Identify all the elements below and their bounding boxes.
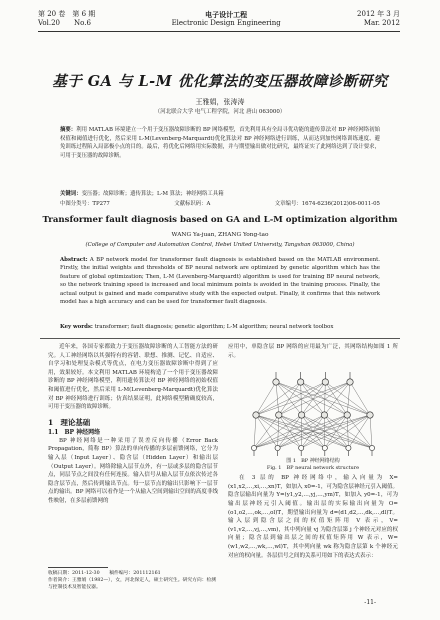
hidden-node <box>321 412 327 418</box>
connection-line <box>254 415 347 448</box>
abstract-divider <box>40 338 400 339</box>
paper-title-cn: 基于 GA 与 L-M 优化算法的变压器故障诊断研究 <box>52 73 388 90</box>
connection-line <box>256 382 350 415</box>
connection-line <box>348 415 370 448</box>
connection-line <box>278 415 325 448</box>
connection-line <box>301 415 324 448</box>
authors-en: WANG Ya-juan, ZHANG Yong-tao <box>171 232 269 238</box>
subsection-heading: 1.1 BP 神经网络 <box>48 428 101 436</box>
abstract-cn-label: 摘要： <box>60 127 77 133</box>
hidden-node <box>344 412 350 418</box>
abstract-cn <box>60 126 380 160</box>
input-node <box>346 446 351 451</box>
figure-caption-cn: 图 1 BP 神经网络结构 <box>286 458 340 465</box>
figure-1 <box>228 360 398 458</box>
abstract-cn-text: 利用 MATLAB 环境建立一个用于变压器故障诊断的 BP 网络模型，首先利用具有全局寻优功能的遗传算法对 BP 神经网络初始权值和阈值进行优化，然后采用 L-M(Levenberg-Marquardt)优化算法对 BP 神经网络进行训练，从而达到加快网络训练速度、避免训练过程陷入局部极小点的目的。最后，将优化后网络用实际数据，并与期望输出做对比研究，最终证实了此网络达到了设计要求，可用于变压器的故障诊断。 <box>60 127 380 159</box>
clc-number: 中图分类号：TP277 <box>60 201 110 207</box>
connection-line <box>370 415 372 448</box>
connection-line <box>256 415 348 448</box>
connection-line <box>301 415 347 448</box>
input-node <box>275 446 280 451</box>
document-code: 文献标识码：A <box>174 201 211 207</box>
header-date-cn: 2012 年 3 月 <box>357 10 400 18</box>
affiliation-en: (College of Computer and Automation Control, Hebei United University, Tangshan 063000, China) <box>85 242 355 248</box>
connection-line <box>301 382 302 415</box>
connection-line <box>324 382 325 415</box>
connection-line <box>276 382 347 415</box>
connection-line <box>279 382 350 415</box>
footnote-rule <box>48 567 108 568</box>
connection-line <box>324 382 350 415</box>
section-heading: 1 理论基础 <box>48 417 91 427</box>
header-journal <box>172 10 281 28</box>
connection-line <box>301 382 325 415</box>
connection-line <box>301 382 348 415</box>
connection-line <box>276 382 370 415</box>
affiliation-cn: （河北联合大学 电气工程学院，河北 唐山 063000） <box>154 109 286 115</box>
input-node <box>251 446 256 451</box>
connection-line <box>278 415 370 448</box>
hidden-node <box>276 412 282 418</box>
keywords-cn <box>60 189 380 197</box>
output-node <box>347 379 353 385</box>
footnote-received: 收稿日期：2011-12-30 稿件编号：201112161 <box>48 571 161 576</box>
input-node <box>369 446 374 451</box>
keywords-en <box>60 324 380 330</box>
body-left-column <box>48 343 218 506</box>
header-volume <box>38 10 95 28</box>
footnote <box>48 567 218 591</box>
keywords-cn-label: 关键词： <box>60 191 82 197</box>
paper-title-en: Transformer fault diagnosis based on GA and L-M optimization algorithm <box>42 215 398 225</box>
header-divider <box>38 31 400 32</box>
right-top-paragraph: 应用中，单隐含层 BP 网络的应用最为广泛，其网络结构如图 1 所示。 <box>228 344 398 359</box>
connection-line <box>302 382 326 415</box>
header-journal-cn: 电子设计工程 <box>205 10 248 19</box>
output-node <box>297 379 303 385</box>
header-volume-cn: 第 20 卷 第 6 期 <box>38 10 96 18</box>
body-right-column <box>228 343 398 560</box>
bp-paragraph: BP 神经网络是一种采用了误差反向传播（Error Back Propagation，简称 BP）算法的单向传播的多层前馈网络，它分为输入层（Input Layer）、隐含层（Hidden Layer）和输出层（Output Layer）。网络除输入层节点外，有一层或多层的隐含层节点，同层节点之间没有任何连接。输入信号从输入层节点依次传过各隐含层节点，然后传到输出节点。每一层节点的输出只影响下一层节点的输出。BP 网络可以看作是一个从输入空间到输出空间的高度非线性映射，在多层前馈网的 <box>48 437 218 504</box>
hidden-node <box>298 412 304 418</box>
connection-line <box>279 415 372 448</box>
connection-line <box>276 382 324 415</box>
hidden-node <box>367 412 373 418</box>
abstract-en <box>60 256 380 306</box>
page-number: -11- <box>364 599 376 606</box>
output-node <box>322 379 328 385</box>
intro-paragraph: 近年来，各国专家都致力于变压器故障诊断的人工智能方法的研究。人工神经网络以其强特有的容错、联想、推测、记忆、自适应、自学习和处理复杂模式等优点，在电力变压器故障诊断中得到了应用，效果较好。本文利用 MATLAB 环境构造了一个用于变压器故障诊断的 BP 神经网络模型，利用遗传算法对 BP 神经网络的初始权值和阈值进行优化，然后采用 L-M(Levenberg-Marquardt)优化算法对 BP 神经网络进行训练；仿真结果证明，此网络模型精确度较高，可用于变压器的故障诊断。 <box>48 344 218 411</box>
input-node <box>299 446 304 451</box>
hidden-node <box>253 412 259 418</box>
footnote-bio: 作者简介：王雅娟（1982—），女，河北保定人，硕士研究生。研究方向：检测与控制技术及智能仪器。 <box>48 578 217 590</box>
header-date <box>357 10 400 28</box>
right-bottom-paragraph: 在 3 层的 BP 神经网络中，输入向量为 X=(x1,x2,…,xi,…,xn)T，如加入 x0=-1，可为隐含层神经元引入阈值。隐含层输出向量为 Y=(y1,y2,…,yj,…,ym)T，如加入 y0=-1，可为输出层神经元引入阈值。输出层的实际输出向量为 O=(o1,o2,…,ok,…,ol)T，期望输出向量为 d=(d1,d2,…,dk,…,dl)T。输入层到隐含层之间的权值矩阵用 V 表示，V=(v1,v2,…,vj,…,vm)，其中列向量 vj 为隐含层第 j 个神经元对应的权向量；隐含层到输出层之间的权值矩阵用 W 表示，W=(w1,w2,…,wk,…,wl)T，其中列向量 wk 称为隐含层第 k 个神经元对应的权向量。各层信号之间的关系可用如下的表达式表示： <box>228 475 398 559</box>
connection-line <box>256 415 278 448</box>
bp-network-diagram <box>228 360 398 458</box>
classification-row <box>60 199 380 207</box>
connection-line <box>302 382 350 415</box>
connection-line <box>279 382 326 415</box>
running-header <box>38 10 400 28</box>
output-node <box>273 379 279 385</box>
header-volume-en: Vol.20 No.6 <box>38 19 91 27</box>
keywords-en-text: transformer; fault diagnosis; genetic algorithm; L-M algorithm; neural network toolbox <box>94 324 334 330</box>
abstract-en-label: Abstract: <box>60 257 88 263</box>
abstract-en-text: A BP network model for transformer fault diagnosis is established based on the MATLAB environment. Firstly, the initial weights and thresholds of BP neural network are optimized by genetic algorithm which has the feature of global optimization; Then, L-M (Levenberg-Marquardt) algorithm is used for training BP neural network, so the network training speed is increased and local minimum points is avoided in the training process. Finally, the actual output is gained and made comparative study with the expected output. Finally, it confirms that this network model has a high accuracy and can be used for transformer fault diagnosis. <box>60 257 380 306</box>
authors-cn: 王雅娟，张涛涛 <box>195 98 245 106</box>
keywords-cn-text: 变压器；故障诊断；遗传算法；L-M 算法；神经网络工具箱 <box>81 191 224 197</box>
header-date-en: Mar. 2012 <box>363 19 400 27</box>
connection-line <box>254 415 256 448</box>
input-node <box>322 446 327 451</box>
connection-line <box>276 382 302 415</box>
keywords-en-label: Key words: <box>60 324 93 330</box>
article-number: 文章编号：1674-6236(2012)06-0011-05 <box>274 201 380 207</box>
header-journal-en: Electronic Design Engineering <box>171 19 281 27</box>
figure-caption-en: Fig. 1 BP neural network structure <box>266 465 360 472</box>
